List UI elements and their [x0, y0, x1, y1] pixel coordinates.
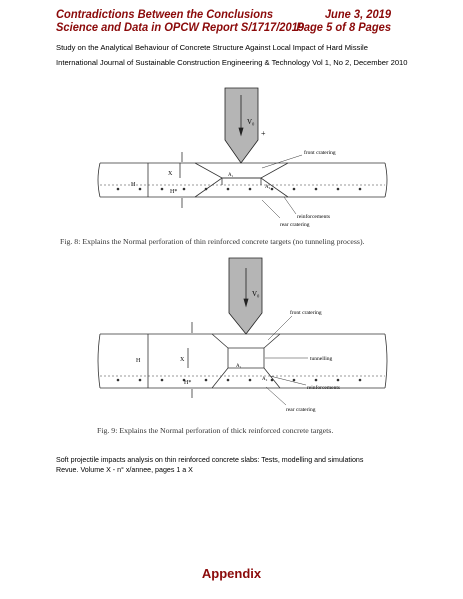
fig9-X-label: X: [180, 357, 185, 363]
fig8-front-cratering-label: front cratering: [304, 150, 336, 156]
fig8-rear-cratering-label: rear cratering: [280, 222, 310, 228]
fig8-Hstar-label: H*: [170, 189, 178, 195]
fig8-reinforcements-label: reinforcements: [297, 214, 330, 220]
fig8-X-label: X: [168, 171, 173, 177]
fig8-marker: +: [261, 129, 266, 138]
fig8-slab: [98, 152, 387, 218]
header-date: June 3, 2019: [324, 8, 392, 21]
fig9-A2-label: A₂: [262, 377, 268, 382]
fig9-H-label: H: [136, 358, 141, 364]
fig9-reinforcements-label: reinforcements: [307, 385, 340, 391]
figure-9-caption: Fig. 9: Explains the Normal perforation of thick reinforced concrete targets.: [97, 426, 334, 435]
fig9-Hstar-label: H*: [184, 380, 192, 386]
fig8-A1-label: A₁: [228, 173, 234, 178]
fig8-velocity-label: V₀: [247, 118, 255, 126]
fig9-front-cratering-label: front cratering: [290, 310, 322, 316]
fig8-rebar: [117, 188, 362, 191]
fig8-H-label: H: [131, 182, 136, 188]
fig9-rear-cratering-label: rear cratering: [286, 407, 316, 413]
appendix-label: Appendix: [201, 566, 262, 581]
fig8-A2-label: A₂: [265, 185, 271, 190]
fig9-tunnelling-label: tunnelling: [310, 356, 333, 362]
source-journal: International Journal of Sustainable Construction Engineering & Technology Vol 1, No 2, December 2010: [56, 58, 408, 67]
source-title: Study on the Analytical Behaviour of Concrete Structure Against Local Impact of Hard Missile: [56, 43, 368, 52]
fig9-rebar: [117, 379, 362, 382]
figure-8-caption: Fig. 8: Explains the Normal perforation of thin reinforced concrete targets (no tunneling process).: [60, 237, 365, 246]
header-title-line-1: Contradictions Between the Conclusions: [56, 8, 274, 21]
fig9-velocity-label: V₀: [252, 290, 260, 298]
reference-line-1: Soft projectile impacts analysis on thin reinforced concrete slabs: Tests, modelling and simulations: [56, 456, 364, 464]
reference-line-2: Revue. Volume X - n° x/annee, pages 1 a X: [56, 466, 193, 474]
fig9-A1-label: A₁: [236, 364, 242, 369]
header-page-number: Page 5 of 8 Pages: [296, 21, 392, 34]
header-title-line-2: Science and Data in OPCW Report S/1717/2019: [56, 21, 305, 34]
